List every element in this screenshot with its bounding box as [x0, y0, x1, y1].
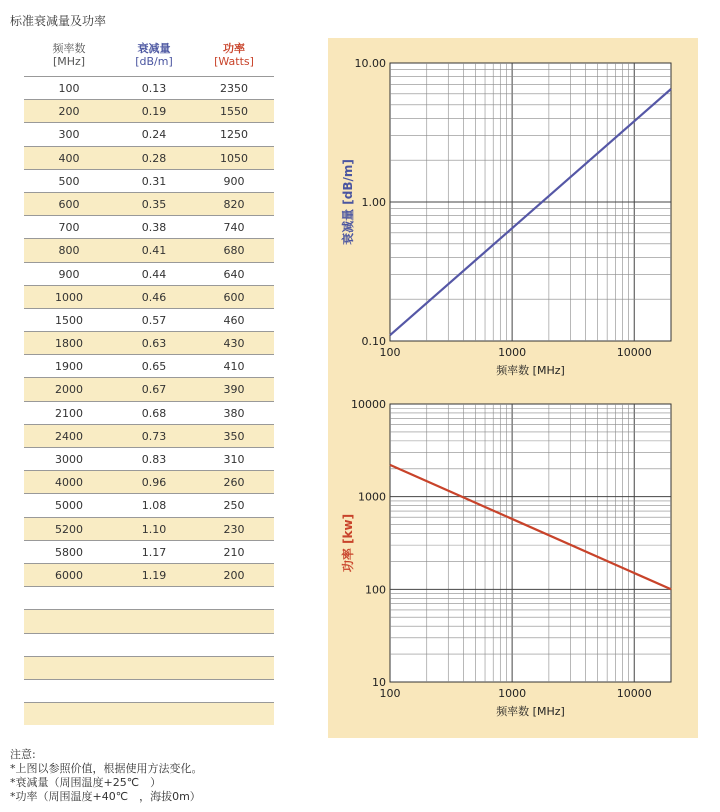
cell-power: 250	[223, 499, 245, 513]
header-frequency-name: 频率数	[52, 42, 86, 55]
cell-frequency: 600	[58, 197, 80, 211]
cell-power: 460	[223, 313, 245, 327]
cell-frequency: 2000	[55, 383, 83, 397]
cell-power: 410	[223, 360, 245, 374]
attenuation-x-axis-label: 频率数 [MHz]	[496, 364, 565, 377]
cell-attenuation: 0.96	[141, 476, 167, 490]
cell-frequency: 2400	[55, 429, 83, 443]
cell-attenuation: 0.38	[141, 221, 167, 235]
cell-power: 230	[223, 522, 245, 536]
table-row	[24, 401, 274, 424]
attenuation-x-tick-label: 10000	[616, 346, 652, 359]
cell-frequency: 1800	[55, 337, 83, 351]
power-y-tick-label: 10000	[351, 398, 386, 411]
cell-power: 820	[223, 197, 245, 211]
table-row	[24, 76, 274, 99]
charts-svg	[328, 38, 698, 738]
table-row	[24, 377, 274, 400]
table-row	[24, 470, 274, 493]
cell-attenuation: 0.28	[141, 151, 167, 165]
power-y-axis-label: 功率 [kw]	[341, 513, 355, 573]
cell-frequency: 1900	[55, 360, 83, 374]
cell-power: 260	[223, 476, 245, 490]
cell-attenuation: 0.44	[141, 267, 167, 281]
table-row	[24, 146, 274, 169]
power-y-tick-label: 100	[365, 583, 386, 597]
table-row	[24, 563, 274, 586]
cell-power: 2350	[220, 82, 248, 95]
cell-power: 1250	[220, 128, 248, 142]
table-row	[24, 517, 274, 540]
cell-power: 600	[223, 290, 245, 304]
cell-frequency: 6000	[55, 568, 83, 582]
cell-attenuation: 0.83	[141, 453, 167, 466]
cell-attenuation: 0.41	[141, 244, 167, 258]
table-row	[24, 122, 274, 145]
table-row	[24, 285, 274, 308]
cell-frequency: 1000	[55, 290, 83, 304]
attenuation-y-axis-label: 衰减量 [dB/m]	[341, 159, 355, 245]
cell-attenuation: 0.31	[141, 174, 167, 188]
table-row	[24, 702, 274, 725]
cell-power: 210	[223, 545, 245, 559]
cell-frequency: 200	[58, 105, 80, 119]
cell-attenuation: 0.68	[141, 406, 167, 420]
chart-panel	[328, 38, 698, 738]
table-row	[24, 238, 274, 261]
header-attenuation-name: 衰减量	[137, 42, 171, 55]
attenuation-y-tick-label: 1.00	[361, 196, 386, 209]
table-row	[24, 609, 274, 632]
cell-frequency: 400	[58, 151, 80, 165]
cell-frequency: 3000	[55, 453, 83, 466]
cell-frequency: 5000	[55, 499, 83, 513]
header-frequency-unit: [MHz]	[52, 55, 86, 68]
data-table	[24, 76, 274, 725]
cell-attenuation: 0.13	[141, 82, 167, 95]
cell-frequency: 100	[58, 82, 80, 95]
table-row	[24, 262, 274, 285]
notes-title: 注意:	[10, 748, 36, 761]
cell-frequency: 5200	[55, 522, 83, 536]
header-frequency	[24, 42, 114, 68]
table-row	[24, 169, 274, 192]
cell-attenuation: 0.46	[141, 290, 167, 304]
cell-attenuation: 0.19	[141, 105, 167, 119]
notes-line-2: *衰减量（周围温度+25℃ ）	[10, 776, 162, 789]
cell-attenuation: 0.73	[141, 429, 167, 443]
table-header	[24, 42, 274, 72]
cell-power: 380	[223, 406, 245, 420]
table-row	[24, 679, 274, 702]
attenuation-y-tick-label: 0.10	[361, 335, 386, 348]
table-row	[24, 192, 274, 215]
header-attenuation	[114, 42, 194, 68]
table-row	[24, 586, 274, 609]
header-power	[194, 42, 274, 68]
cell-frequency: 900	[58, 267, 80, 281]
cell-power: 1050	[220, 151, 248, 165]
cell-frequency: 1500	[55, 313, 83, 327]
power-x-axis-label: 频率数 [MHz]	[496, 705, 565, 718]
power-y-tick-label: 10	[372, 676, 386, 689]
cell-attenuation: 1.08	[141, 499, 167, 513]
cell-attenuation: 0.65	[141, 360, 167, 374]
table-row	[24, 354, 274, 377]
cell-attenuation: 0.57	[141, 313, 167, 327]
table-row	[24, 331, 274, 354]
header-power-unit: [Watts]	[214, 55, 254, 68]
cell-power: 640	[223, 267, 245, 281]
notes	[10, 748, 203, 804]
power-x-tick-label: 100	[379, 687, 401, 700]
cell-attenuation: 1.19	[141, 568, 167, 582]
cell-power: 200	[223, 568, 245, 582]
cell-attenuation: 0.35	[141, 197, 167, 211]
cell-frequency: 4000	[55, 476, 83, 490]
cell-power: 740	[223, 221, 245, 235]
cell-attenuation: 0.63	[141, 337, 167, 351]
power-y-tick-label: 1000	[358, 490, 386, 504]
cell-frequency: 800	[58, 244, 80, 258]
cell-attenuation: 1.10	[141, 522, 167, 536]
table-row	[24, 215, 274, 238]
table-row	[24, 540, 274, 563]
table-row	[24, 99, 274, 122]
cell-frequency: 700	[58, 221, 80, 235]
attenuation-y-tick-label: 10.00	[354, 57, 386, 70]
table-row	[24, 656, 274, 679]
notes-line-1: *上图以参照价值，根据使用方法变化。	[10, 762, 203, 775]
cell-power: 680	[223, 244, 245, 258]
table-row	[24, 633, 274, 656]
cell-frequency: 500	[58, 174, 80, 188]
table-row	[24, 424, 274, 447]
header-attenuation-unit: [dB/m]	[135, 55, 173, 68]
cell-frequency: 5800	[55, 545, 83, 559]
cell-power: 310	[223, 453, 245, 466]
cell-power: 430	[223, 337, 245, 351]
cell-attenuation: 0.24	[141, 128, 167, 142]
table-row	[24, 493, 274, 516]
attenuation-x-tick-label: 100	[379, 346, 401, 359]
cell-power: 900	[223, 174, 245, 188]
cell-power: 390	[223, 383, 245, 397]
notes-line-3: *功率（周围温度+40℃ ，海拔0m）	[10, 790, 201, 803]
cell-frequency: 300	[58, 128, 80, 142]
cell-frequency: 2100	[55, 406, 83, 420]
page-title: 标准衰减量及功率	[10, 14, 107, 28]
cell-attenuation: 0.67	[141, 383, 167, 397]
power-x-tick-label: 10000	[616, 687, 652, 700]
cell-power: 1550	[220, 105, 248, 119]
header-power-name: 功率	[223, 42, 245, 55]
attenuation-x-tick-label: 1000	[498, 346, 527, 359]
table-row	[24, 308, 274, 331]
cell-attenuation: 1.17	[141, 545, 167, 559]
power-x-tick-label: 1000	[498, 687, 527, 700]
cell-power: 350	[223, 429, 245, 443]
table-row	[24, 447, 274, 470]
